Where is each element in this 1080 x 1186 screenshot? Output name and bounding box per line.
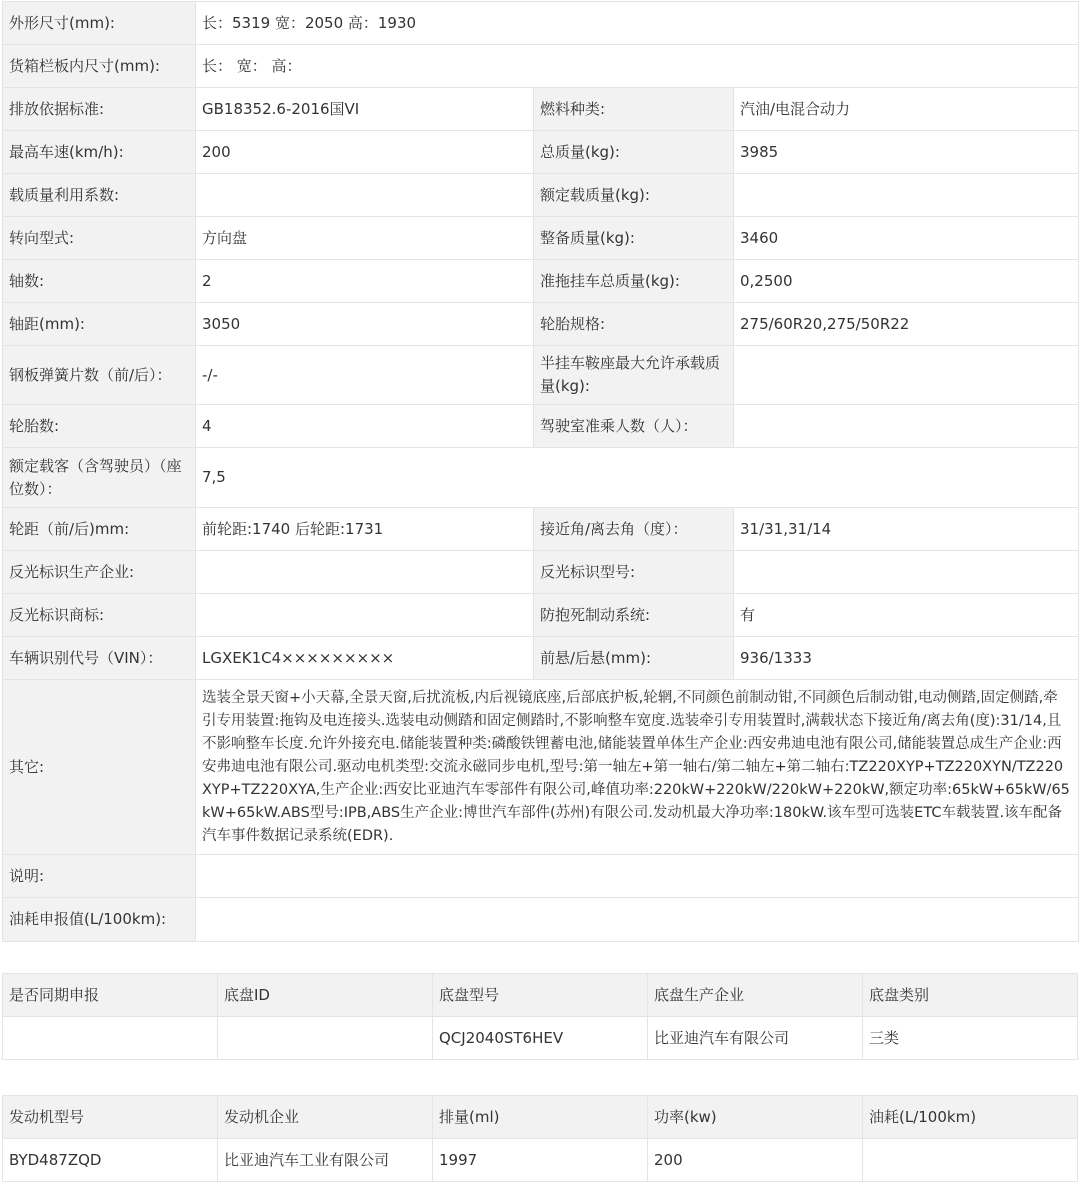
table-row bbox=[3, 855, 1079, 898]
table-cell bbox=[863, 1139, 1078, 1182]
table-cell: QCJ2040ST6HEV bbox=[433, 1017, 648, 1060]
spec-value: 7,5 bbox=[196, 448, 1079, 508]
spec-value: 长： 宽： 高： bbox=[196, 45, 1079, 88]
spec-label: 反光标识生产企业: bbox=[3, 551, 196, 594]
spec-label: 载质量利用系数: bbox=[3, 174, 196, 217]
spec-value bbox=[196, 174, 534, 217]
table-row bbox=[3, 680, 1079, 855]
spec-value: 200 bbox=[196, 131, 534, 174]
spec-value: 4 bbox=[196, 405, 534, 448]
spec-label: 轮胎规格: bbox=[534, 303, 734, 346]
spec-value bbox=[734, 405, 1079, 448]
table-row bbox=[3, 448, 1079, 508]
table-row bbox=[3, 45, 1079, 88]
spec-value: 有 bbox=[734, 594, 1079, 637]
table-header-row bbox=[3, 974, 1078, 1017]
table-row bbox=[3, 346, 1079, 405]
spec-value bbox=[734, 174, 1079, 217]
table-row bbox=[3, 174, 1079, 217]
spec-label: 接近角/离去角（度）： bbox=[534, 508, 734, 551]
engine-table bbox=[2, 1095, 1078, 1182]
spec-value: LGXEK1C4××××××××× bbox=[196, 637, 534, 680]
table-row bbox=[3, 551, 1079, 594]
table-row bbox=[3, 508, 1079, 551]
table-row bbox=[3, 303, 1079, 346]
spec-value: -/- bbox=[196, 346, 534, 405]
table-row bbox=[3, 898, 1079, 942]
spec-value: 长：5319 宽：2050 高：1930 bbox=[196, 2, 1079, 45]
table-cell: 比亚迪汽车有限公司 bbox=[648, 1017, 863, 1060]
spec-table bbox=[2, 1, 1079, 942]
column-header: 发动机型号 bbox=[3, 1096, 218, 1139]
spec-value: 936/1333 bbox=[734, 637, 1079, 680]
spec-label: 车辆识别代号（VIN）： bbox=[3, 637, 196, 680]
spec-label: 半挂车鞍座最大允许承载质量(kg): bbox=[534, 346, 734, 405]
spec-label: 燃料种类: bbox=[534, 88, 734, 131]
table-cell bbox=[3, 1017, 218, 1060]
spec-value: 方向盘 bbox=[196, 217, 534, 260]
spec-value: 31/31,31/14 bbox=[734, 508, 1079, 551]
column-header: 底盘类别 bbox=[863, 974, 1078, 1017]
column-header: 发动机企业 bbox=[218, 1096, 433, 1139]
spec-label: 轴距(mm): bbox=[3, 303, 196, 346]
spec-label: 防抱死制动系统: bbox=[534, 594, 734, 637]
spec-value: 选装全景天窗+小天幕,全景天窗,后扰流板,内后视镜底座,后部底护板,轮辋,不同颜色前制动钳,不同颜色后制动钳,电动侧踏,固定侧踏,牵引专用装置:拖钩及电连接头.选装电动侧踏和固定侧踏时,不影响整车宽度.选装牵引专用装置时,满载状态下接近角/离去角(度):31/14,且不影响整车长度.允许外接充电.储能装置种类:磷酸铁锂蓄电池,储能装置单体生产企业:西安弗迪电池有限公司,储能装置总成生产企业:西安弗迪电池有限公司.驱动电机类型:交流永磁同步电机,型号:第一轴左+第一轴右/第二轴左+第二轴右:TZ220XYP+TZ220XYN/TZ220XYP+TZ220XYA,生产企业:西安比亚迪汽车零部件有限公司,峰值功率:220kW+220kW/220kW+220kW,额定功率:65kW+65kW/65kW+65kW.ABS型号:IPB,ABS生产企业:博世汽车部件(苏州)有限公司.发动机最大净功率:180kW.该车型可选装ETC车载装置.该车配备汽车事件数据记录系统(EDR). bbox=[196, 680, 1079, 855]
table-row bbox=[3, 131, 1079, 174]
spec-value: 汽油/电混合动力 bbox=[734, 88, 1079, 131]
spec-label: 钢板弹簧片数（前/后）： bbox=[3, 346, 196, 405]
table-row bbox=[3, 260, 1079, 303]
spec-label: 轮距（前/后)mm: bbox=[3, 508, 196, 551]
spec-value bbox=[734, 346, 1079, 405]
spec-label: 货箱栏板内尺寸(mm): bbox=[3, 45, 196, 88]
spec-label: 油耗申报值(L/100km): bbox=[3, 898, 196, 942]
spec-value: 2 bbox=[196, 260, 534, 303]
spec-label: 额定载客（含驾驶员）（座位数）： bbox=[3, 448, 196, 508]
column-header: 底盘型号 bbox=[433, 974, 648, 1017]
spec-label: 反光标识商标: bbox=[3, 594, 196, 637]
spec-label: 总质量(kg): bbox=[534, 131, 734, 174]
spec-label: 整备质量(kg): bbox=[534, 217, 734, 260]
spec-label: 前悬/后悬(mm): bbox=[534, 637, 734, 680]
spec-label: 额定载质量(kg): bbox=[534, 174, 734, 217]
spec-value: 3460 bbox=[734, 217, 1079, 260]
spec-value bbox=[196, 551, 534, 594]
column-header: 底盘ID bbox=[218, 974, 433, 1017]
spec-label: 准拖挂车总质量(kg): bbox=[534, 260, 734, 303]
spec-label: 排放依据标准: bbox=[3, 88, 196, 131]
spec-value: 275/60R20,275/50R22 bbox=[734, 303, 1079, 346]
spec-label: 外形尺寸(mm): bbox=[3, 2, 196, 45]
chassis-table bbox=[2, 973, 1078, 1060]
spec-value: 3985 bbox=[734, 131, 1079, 174]
column-header: 排量(ml) bbox=[433, 1096, 648, 1139]
spec-value: 3050 bbox=[196, 303, 534, 346]
column-header: 底盘生产企业 bbox=[648, 974, 863, 1017]
table-row bbox=[3, 88, 1079, 131]
table-row bbox=[3, 1139, 1078, 1182]
table-cell bbox=[218, 1017, 433, 1060]
table-cell: 200 bbox=[648, 1139, 863, 1182]
spec-label: 反光标识型号: bbox=[534, 551, 734, 594]
table-header-row bbox=[3, 1096, 1078, 1139]
table-row bbox=[3, 1017, 1078, 1060]
spec-label: 轴数: bbox=[3, 260, 196, 303]
table-row bbox=[3, 637, 1079, 680]
spec-label: 轮胎数: bbox=[3, 405, 196, 448]
spec-value: 0,2500 bbox=[734, 260, 1079, 303]
table-cell: 1997 bbox=[433, 1139, 648, 1182]
table-row bbox=[3, 405, 1079, 448]
table-row bbox=[3, 594, 1079, 637]
table-row bbox=[3, 2, 1079, 45]
spec-value: 前轮距:1740 后轮距:1731 bbox=[196, 508, 534, 551]
spec-value bbox=[196, 594, 534, 637]
spec-label: 转向型式: bbox=[3, 217, 196, 260]
spec-label: 其它: bbox=[3, 680, 196, 855]
spec-value bbox=[196, 855, 1079, 898]
spec-value bbox=[196, 898, 1079, 942]
column-header: 是否同期申报 bbox=[3, 974, 218, 1017]
table-cell: 比亚迪汽车工业有限公司 bbox=[218, 1139, 433, 1182]
table-cell: 三类 bbox=[863, 1017, 1078, 1060]
table-cell: BYD487ZQD bbox=[3, 1139, 218, 1182]
spec-value bbox=[734, 551, 1079, 594]
spec-label: 驾驶室准乘人数（人）： bbox=[534, 405, 734, 448]
spec-label: 最高车速(km/h): bbox=[3, 131, 196, 174]
table-row bbox=[3, 217, 1079, 260]
spec-value: GB18352.6-2016国VI bbox=[196, 88, 534, 131]
column-header: 油耗(L/100km) bbox=[863, 1096, 1078, 1139]
column-header: 功率(kw) bbox=[648, 1096, 863, 1139]
spec-label: 说明: bbox=[3, 855, 196, 898]
